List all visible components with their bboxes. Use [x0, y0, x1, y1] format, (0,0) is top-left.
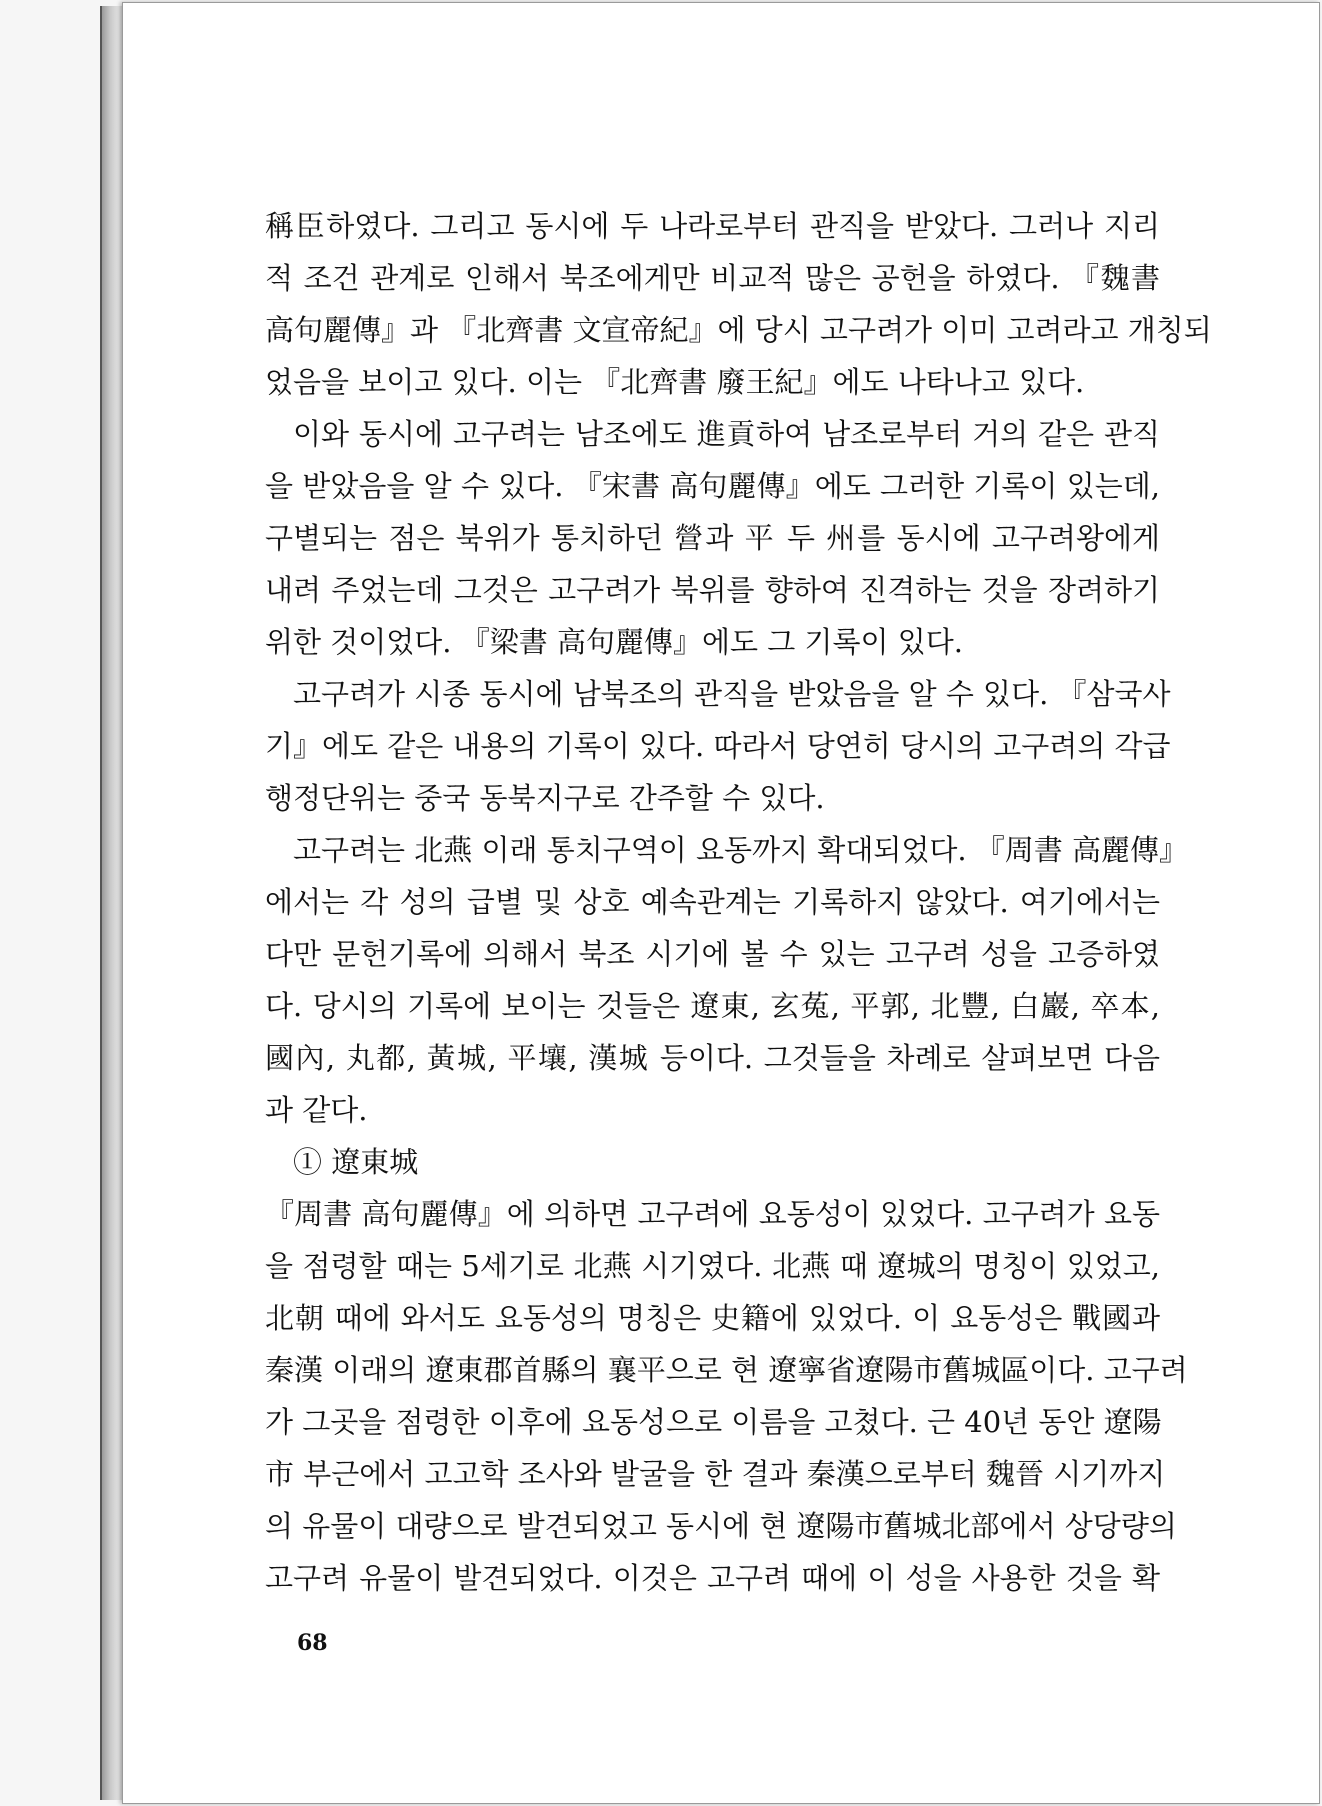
text-line: 가 그곳을 점령한 이후에 요동성으로 이름을 고쳤다. 근 40년 동안 遼陽	[265, 1405, 1162, 1439]
text-line: 을 받았음을 알 수 있다. 『宋書 高句麗傳』에도 그러한 기록이 있는데,	[265, 469, 1160, 503]
text-line: 이와 동시에 고구려는 남조에도 進貢하여 남조로부터 거의 같은 관직	[293, 417, 1160, 451]
text-line: 었음을 보이고 있다. 이는 『北齊書 廢王紀』에도 나타나고 있다.	[265, 365, 1085, 399]
body-text	[265, 200, 1212, 1604]
text-line: 市 부근에서 고고학 조사와 발굴을 한 결과 秦漢으로부터 魏晉 시기까지	[265, 1457, 1166, 1491]
text-line: 기』에도 같은 내용의 기록이 있다. 따라서 당연히 당시의 고구려의 각급	[265, 729, 1171, 763]
text-line: 내려 주었는데 그것은 고구려가 북위를 향하여 진격하는 것을 장려하기	[265, 573, 1160, 607]
text-line: 北朝 때에 와서도 요동성의 명칭은 史籍에 있었다. 이 요동성은 戰國과	[265, 1301, 1160, 1335]
text-line: 고구려는 北燕 이래 통치구역이 요동까지 확대되었다. 『周書 高麗傳』	[293, 833, 1189, 867]
page-number: 68	[297, 1630, 328, 1656]
text-line: 高句麗傳』과 『北齊書 文宣帝紀』에 당시 고구려가 이미 고려라고 개칭되	[265, 313, 1212, 347]
text-line: 위한 것이었다. 『梁書 高句麗傳』에도 그 기록이 있다.	[265, 625, 963, 659]
text-line: 을 점령할 때는 5세기로 北燕 시기였다. 北燕 때 遼城의 명칭이 있었고,	[265, 1249, 1160, 1283]
text-line: 에서는 각 성의 급별 및 상호 예속관계는 기록하지 않았다. 여기에서는	[265, 885, 1160, 919]
text-line: 적 조건 관계로 인해서 북조에게만 비교적 많은 공헌을 하였다. 『魏書	[265, 261, 1160, 295]
text-line: 과 같다.	[265, 1093, 368, 1127]
text-line: 의 유물이 대량으로 발견되었고 동시에 현 遼陽市舊城北部에서 상당량의	[265, 1509, 1177, 1543]
text-line: 稱臣하였다. 그리고 동시에 두 나라로부터 관직을 받았다. 그러나 지리	[265, 209, 1160, 243]
section-heading: ① 遼東城	[293, 1145, 419, 1179]
text-line: 다. 당시의 기록에 보이는 것들은 遼東, 玄菟, 平郭, 北豐, 白巖, 卒本,	[265, 989, 1160, 1023]
text-line: 秦漢 이래의 遼東郡首縣의 襄平으로 현 遼寧省遼陽市舊城區이다. 고구려	[265, 1353, 1188, 1387]
text-line: 國內, 丸都, 黃城, 平壤, 漢城 등이다. 그것들을 차례로 살펴보면 다음	[265, 1041, 1160, 1075]
text-line: 고구려 유물이 발견되었다. 이것은 고구려 때에 이 성을 사용한 것을 확	[265, 1561, 1160, 1595]
text-line: 행정단위는 중국 동북지구로 간주할 수 있다.	[265, 781, 825, 815]
text-line: 다만 문헌기록에 의해서 북조 시기에 볼 수 있는 고구려 성을 고증하였	[265, 937, 1160, 971]
text-line: 구별되는 점은 북위가 통치하던 營과 平 두 州를 동시에 고구려왕에게	[265, 521, 1160, 555]
text-line: 『周書 高句麗傳』에 의하면 고구려에 요동성이 있었다. 고구려가 요동	[265, 1197, 1160, 1231]
text-line: 고구려가 시종 동시에 남북조의 관직을 받았음을 알 수 있다. 『삼국사	[293, 677, 1171, 711]
